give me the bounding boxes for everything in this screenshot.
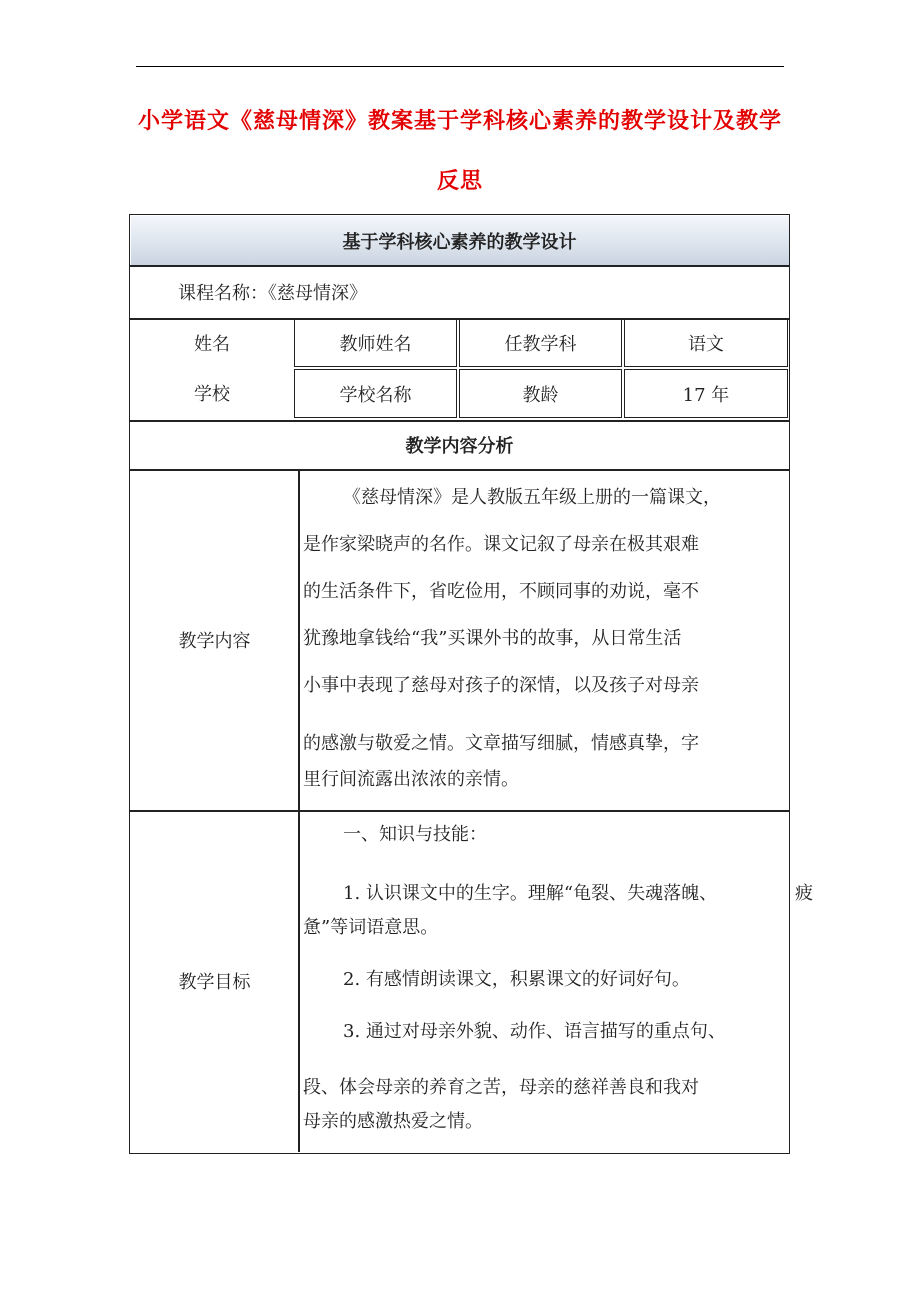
teaching-years-label: 教龄 [522, 384, 559, 406]
course-name: 课程名称：《慈母情深》 [178, 283, 367, 304]
top-rule [136, 66, 784, 67]
subject-value: 语文 [688, 334, 724, 355]
objective-item-1: 1. 认识课文中的生字。理解“龟裂、失魂落魄、 [343, 883, 718, 904]
content-line: 犹豫地拿钱给“我”买课外书的故事，从日常生活 [303, 628, 682, 649]
content-line: 小事中表现了慈母对孩子的深情，以及孩子对母亲 [303, 675, 699, 696]
document-title-line1: 小学语文《慈母情深》教案基于学科核心素养的教学设计及教学 [137, 108, 782, 134]
objective-item-3-cont: 母亲的感激热爱之情。 [303, 1111, 483, 1132]
table-header: 基于学科核心素养的教学设计 [131, 216, 789, 266]
document-title-line2: 反思 [436, 168, 483, 194]
name-label: 姓名 [194, 334, 230, 355]
content-line: 里行间流露出浓浓的亲情。 [303, 769, 519, 790]
school-label: 学校 [194, 384, 230, 405]
school-name-value: 学校名称 [339, 384, 412, 406]
content-label: 教学内容 [178, 631, 251, 652]
objective-item-3: 3. 通过对母亲外貌、动作、语言描写的重点句、 [343, 1021, 726, 1042]
section-header: 教学内容分析 [405, 436, 514, 457]
objective-item-1-cont: 惫”等词语意思。 [303, 917, 439, 938]
subject-label: 任教学科 [504, 334, 577, 355]
content-line: 《慈母情深》是人教版五年级上册的一篇课文， [343, 487, 721, 508]
content-line: 是作家梁晓声的名作。课文记叙了母亲在极其艰难 [303, 534, 699, 555]
teacher-name-value: 教师姓名 [339, 334, 412, 355]
objectives-label: 教学目标 [178, 972, 251, 993]
content-line: 的感激与敬爱之情。文章描写细腻，情感真挚，字 [303, 733, 699, 754]
content-line: 的生活条件下，省吃俭用，不顾同事的劝说，毫不 [303, 581, 699, 602]
objective-item-1-overflow: 疲 [795, 883, 813, 904]
objective-item-3-cont: 段、体会母亲的养育之苦，母亲的慈祥善良和我对 [303, 1077, 699, 1098]
objectives-heading: 一、知识与技能： [343, 824, 487, 845]
objective-item-2: 2. 有感情朗读课文，积累课文的好词好句。 [343, 969, 690, 990]
teaching-years-value: 17 年 [682, 384, 730, 406]
